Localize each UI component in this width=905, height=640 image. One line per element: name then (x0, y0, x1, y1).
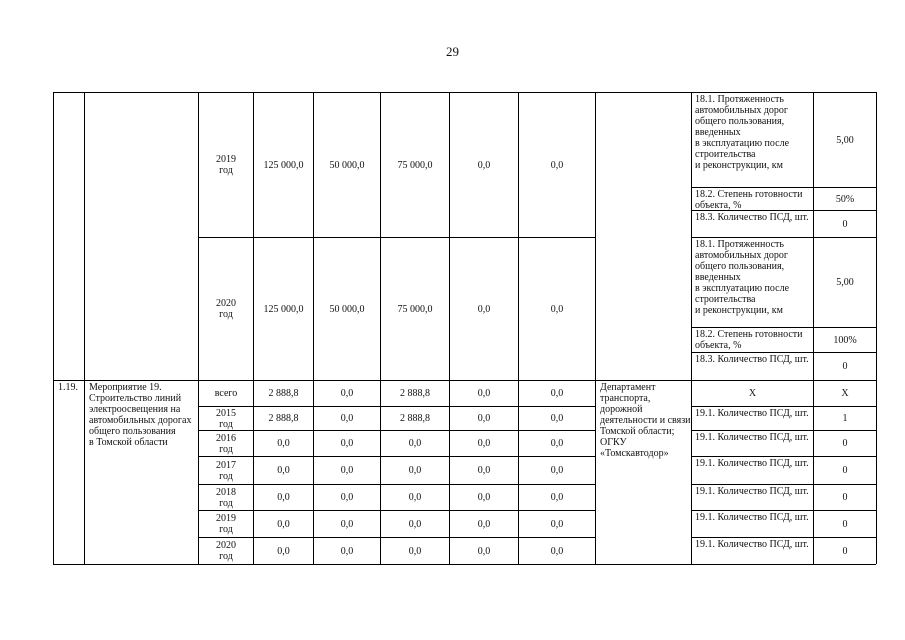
amount-loc-cell: 0,0 (449, 92, 518, 237)
amount-loc-cell: 0,0 (449, 484, 518, 510)
amount-loc-cell: 0,0 (449, 510, 518, 537)
amount-fed-cell: 0,0 (313, 484, 380, 510)
amount-extra-cell: 0,0 (518, 430, 595, 456)
indicator-text-cell: 19.1. Количество ПСД, шт. (691, 406, 813, 430)
amount-fed-cell: 0,0 (313, 537, 380, 564)
amount-reg-cell: 0,0 (380, 484, 449, 510)
indicator-value-cell: 0 (813, 210, 876, 237)
amount-extra-cell: 0,0 (518, 237, 595, 380)
indicator-text-cell: 19.1. Количество ПСД, шт. (691, 456, 813, 484)
indicator-text-cell: 19.1. Количество ПСД, шт. (691, 537, 813, 564)
indicator-value-cell: 0 (813, 510, 876, 537)
indicator-value-cell: 5,00 (813, 237, 876, 327)
indicator-text-cell: 19.1. Количество ПСД, шт. (691, 430, 813, 456)
year-cell: 2017 год (198, 456, 253, 484)
amount-total-cell: 2 888,8 (253, 380, 313, 406)
empty-executor-cell (595, 92, 691, 380)
indicator-text-cell: 18.2. Степень готовности объекта, % (691, 327, 813, 352)
amount-reg-cell: 0,0 (380, 456, 449, 484)
amount-total-cell: 125 000,0 (253, 237, 313, 380)
indicator-text-cell: 18.1. Протяженность автомобильных дорог общего пользования, введенных в эксплуатацию после строительства и реконструкции, км (691, 237, 813, 327)
amount-reg-cell: 2 888,8 (380, 406, 449, 430)
indicator-text-cell: 18.3. Количество ПСД, шт. (691, 210, 813, 237)
amount-total-cell: 0,0 (253, 537, 313, 564)
amount-fed-cell: 0,0 (313, 456, 380, 484)
table-right-border (876, 92, 877, 564)
amount-extra-cell: 0,0 (518, 406, 595, 430)
amount-extra-cell: 0,0 (518, 510, 595, 537)
indicator-text-cell: 18.2. Степень готовности объекта, % (691, 187, 813, 210)
amount-reg-cell: 75 000,0 (380, 237, 449, 380)
amount-loc-cell: 0,0 (449, 456, 518, 484)
amount-fed-cell: 50 000,0 (313, 92, 380, 237)
year-cell: всего (198, 380, 253, 406)
amount-loc-cell: 0,0 (449, 237, 518, 380)
amount-extra-cell: 0,0 (518, 537, 595, 564)
indicator-value-cell: 5,00 (813, 92, 876, 187)
amount-total-cell: 0,0 (253, 430, 313, 456)
indicator-value-cell: Х (813, 380, 876, 406)
amount-fed-cell: 0,0 (313, 406, 380, 430)
year-cell: 2015 год (198, 406, 253, 430)
year-cell: 2019 год (198, 92, 253, 237)
amount-extra-cell: 0,0 (518, 456, 595, 484)
amount-loc-cell: 0,0 (449, 537, 518, 564)
indicator-value-cell: 1 (813, 406, 876, 430)
page-number: 29 (446, 44, 459, 59)
amount-total-cell: 0,0 (253, 484, 313, 510)
indicator-value-cell: 0 (813, 352, 876, 380)
amount-extra-cell: 0,0 (518, 380, 595, 406)
measure-number-cell: 1.19. (53, 380, 84, 564)
indicator-text-cell: Х (691, 380, 813, 406)
indicator-text-cell: 19.1. Количество ПСД, шт. (691, 510, 813, 537)
amount-fed-cell: 50 000,0 (313, 237, 380, 380)
amount-total-cell: 125 000,0 (253, 92, 313, 237)
indicator-text-cell: 19.1. Количество ПСД, шт. (691, 484, 813, 510)
amount-total-cell: 0,0 (253, 510, 313, 537)
indicator-value-cell: 100% (813, 327, 876, 352)
table-bottom-border (53, 564, 876, 565)
year-cell: 2016 год (198, 430, 253, 456)
amount-reg-cell: 2 888,8 (380, 380, 449, 406)
year-cell: 2020 год (198, 537, 253, 564)
program-table (53, 92, 876, 564)
indicator-value-cell: 0 (813, 484, 876, 510)
amount-loc-cell: 0,0 (449, 406, 518, 430)
amount-fed-cell: 0,0 (313, 430, 380, 456)
executor-cell: Департамент транспорта, дорожной деятельности и связи Томской области; ОГКУ «Томскавтодор» (595, 380, 691, 564)
amount-reg-cell: 75 000,0 (380, 92, 449, 237)
amount-extra-cell: 0,0 (518, 92, 595, 237)
amount-reg-cell: 0,0 (380, 510, 449, 537)
indicator-value-cell: 0 (813, 430, 876, 456)
amount-fed-cell: 0,0 (313, 380, 380, 406)
indicator-value-cell: 50% (813, 187, 876, 210)
empty-name-cell (84, 92, 198, 380)
amount-reg-cell: 0,0 (380, 537, 449, 564)
year-cell: 2018 год (198, 484, 253, 510)
empty-num-cell (53, 92, 84, 380)
amount-fed-cell: 0,0 (313, 510, 380, 537)
amount-reg-cell: 0,0 (380, 430, 449, 456)
measure-name-cell: Мероприятие 19. Строительство линий электроосвещения на автомобильных дорогах общего пользования в Томской области (84, 380, 198, 564)
indicator-text-cell: 18.1. Протяженность автомобильных дорог общего пользования, введенных в эксплуатацию после строительства и реконструкции, км (691, 92, 813, 187)
amount-extra-cell: 0,0 (518, 484, 595, 510)
amount-total-cell: 2 888,8 (253, 406, 313, 430)
indicator-value-cell: 0 (813, 456, 876, 484)
indicator-value-cell: 0 (813, 537, 876, 564)
amount-loc-cell: 0,0 (449, 430, 518, 456)
indicator-text-cell: 18.3. Количество ПСД, шт. (691, 352, 813, 380)
year-cell: 2019 год (198, 510, 253, 537)
amount-total-cell: 0,0 (253, 456, 313, 484)
year-cell: 2020 год (198, 237, 253, 380)
amount-loc-cell: 0,0 (449, 380, 518, 406)
